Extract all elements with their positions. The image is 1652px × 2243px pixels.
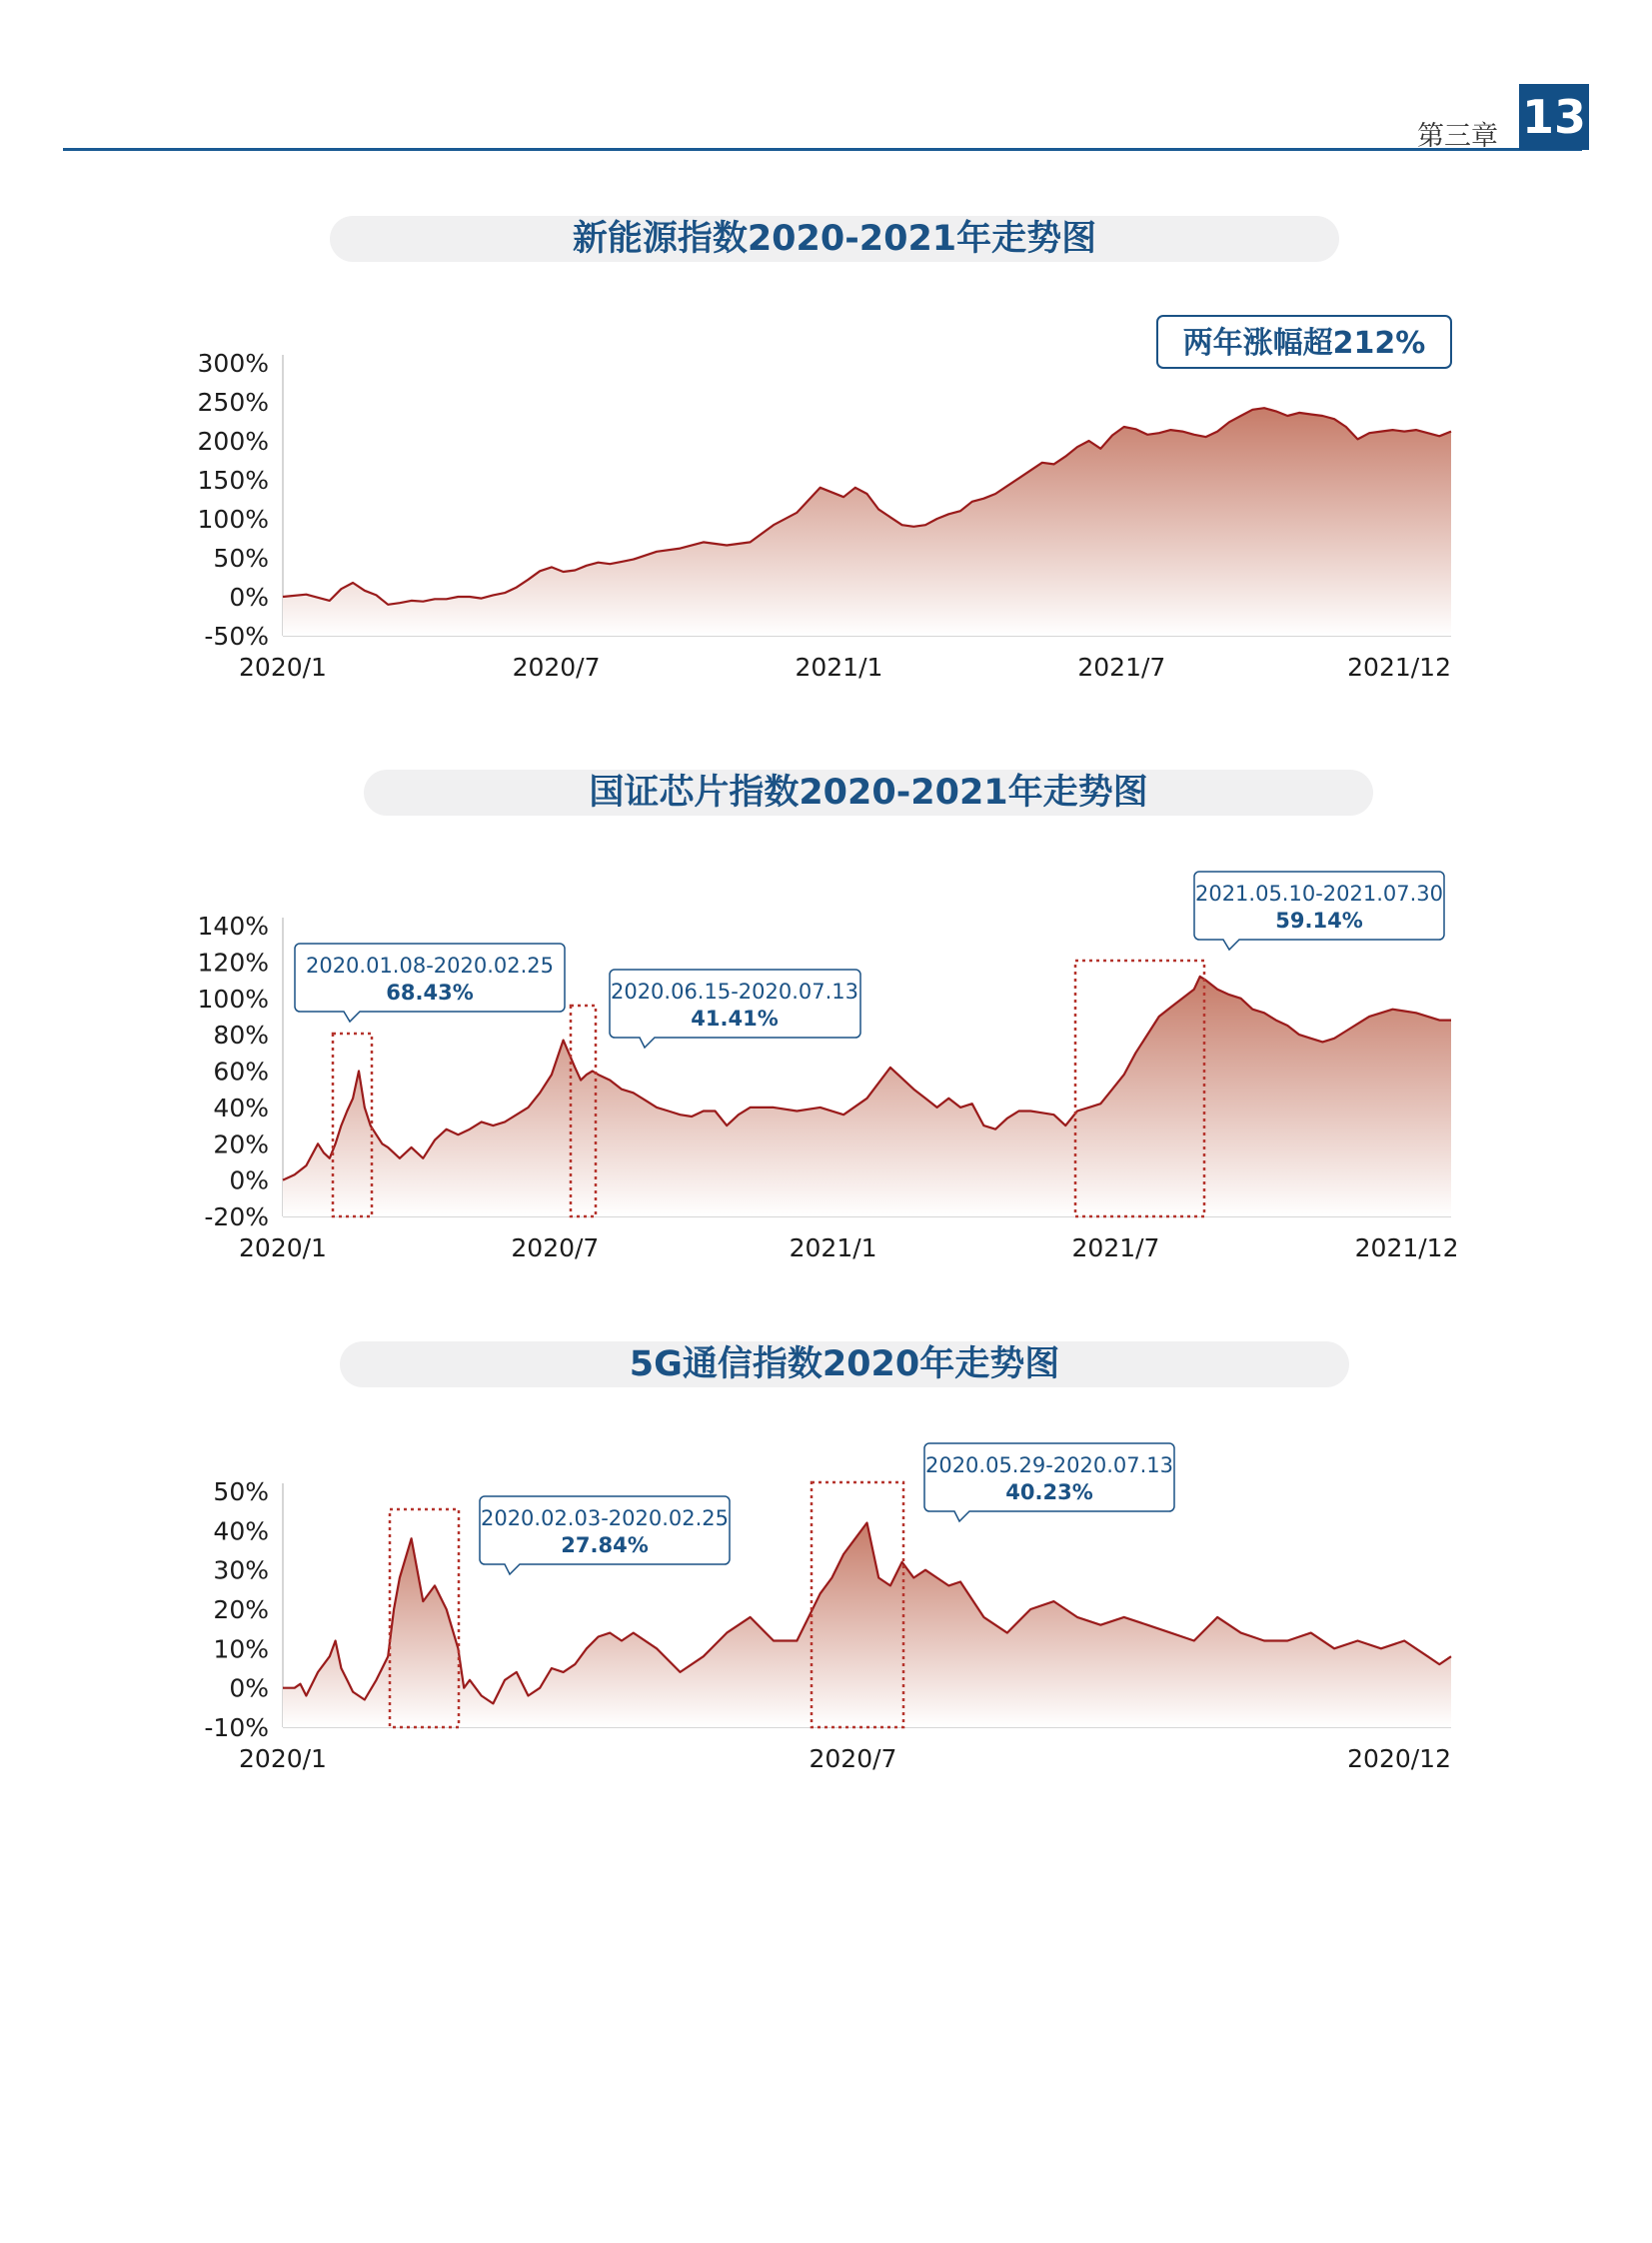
- header-divider: [63, 148, 1582, 151]
- chart-title: 国证芯片指数2020-2021年走势图: [364, 770, 1373, 816]
- y-tick-label: 50%: [213, 544, 269, 573]
- y-tick-label: 40%: [213, 1516, 269, 1546]
- 5g-index-chart: [0, 1429, 1652, 1789]
- callout: [480, 1496, 730, 1574]
- x-tick-label: 2020/1: [239, 1233, 327, 1262]
- x-tick-label: 2020/7: [512, 653, 601, 682]
- y-tick-label: -20%: [204, 1202, 269, 1231]
- callout-value: 41.41%: [691, 1007, 779, 1031]
- callout: [610, 970, 860, 1048]
- y-tick-label: 10%: [213, 1634, 269, 1664]
- callout-total-gain: [1157, 316, 1451, 368]
- y-tick-label: 100%: [197, 505, 269, 534]
- plot-area: [204, 1477, 1451, 1773]
- y-tick-label: 100%: [197, 984, 269, 1014]
- callout-range: 2020.05.29-2020.07.13: [924, 1453, 1174, 1477]
- y-tick-label: 50%: [213, 1477, 269, 1506]
- x-tick-label: 2021/7: [1077, 653, 1166, 682]
- callout-value: 68.43%: [386, 981, 474, 1005]
- y-tick-label: 140%: [197, 912, 269, 941]
- series-area: [283, 977, 1451, 1216]
- x-tick-label: 2021/7: [1071, 1233, 1160, 1262]
- x-tick-label: 2021/1: [789, 1233, 877, 1262]
- chip-index-chart: [0, 860, 1652, 1269]
- x-tick-label: 2020/1: [239, 1744, 327, 1773]
- callout-value: 27.84%: [561, 1533, 649, 1557]
- y-tick-label: 150%: [197, 466, 269, 495]
- y-tick-label: 120%: [197, 948, 269, 978]
- callout: [1194, 872, 1444, 950]
- x-tick-label: 2020/7: [809, 1744, 897, 1773]
- x-tick-label: 2021/1: [795, 653, 883, 682]
- page-number: 13: [1519, 84, 1589, 150]
- y-tick-label: 0%: [229, 583, 269, 612]
- callout: [924, 1443, 1174, 1521]
- new-energy-index-chart: [0, 300, 1652, 700]
- y-tick-label: -10%: [204, 1713, 269, 1742]
- callout: [295, 944, 565, 1022]
- y-tick-label: 20%: [213, 1129, 269, 1159]
- y-tick-label: 250%: [197, 388, 269, 417]
- callout-range: 2021.05.10-2021.07.30: [1194, 882, 1444, 906]
- y-tick-label: 80%: [213, 1021, 269, 1051]
- y-tick-label: 20%: [213, 1595, 269, 1624]
- callout-range: 2020.06.15-2020.07.13: [610, 980, 859, 1004]
- x-tick-label: 2020/12: [1347, 1744, 1451, 1773]
- callout-range: 2020.01.08-2020.02.25: [305, 954, 555, 978]
- y-tick-label: 200%: [197, 427, 269, 456]
- callout-text: 两年涨幅超212%: [1182, 326, 1426, 361]
- x-tick-label: 2021/12: [1347, 653, 1451, 682]
- series-area: [283, 408, 1451, 636]
- x-tick-label: 2021/12: [1354, 1233, 1459, 1262]
- callout-value: 40.23%: [1005, 1480, 1093, 1504]
- chart-title: 5G通信指数2020年走势图: [340, 1341, 1349, 1387]
- y-tick-label: 30%: [213, 1555, 269, 1585]
- y-tick-label: 0%: [229, 1673, 269, 1703]
- y-tick-label: 60%: [213, 1057, 269, 1087]
- callout-value: 59.14%: [1275, 909, 1363, 933]
- x-tick-label: 2020/7: [511, 1233, 600, 1262]
- y-tick-label: 40%: [213, 1093, 269, 1122]
- plot-area: [198, 349, 1451, 682]
- x-tick-label: 2020/1: [239, 653, 327, 682]
- chapter-label: 第三章: [1417, 121, 1498, 152]
- y-tick-label: -50%: [204, 622, 269, 651]
- callout-range: 2020.02.03-2020.02.25: [480, 1506, 730, 1530]
- y-tick-label: 300%: [197, 349, 269, 378]
- y-tick-label: 0%: [229, 1165, 269, 1195]
- chart-title: 新能源指数2020-2021年走势图: [330, 216, 1339, 262]
